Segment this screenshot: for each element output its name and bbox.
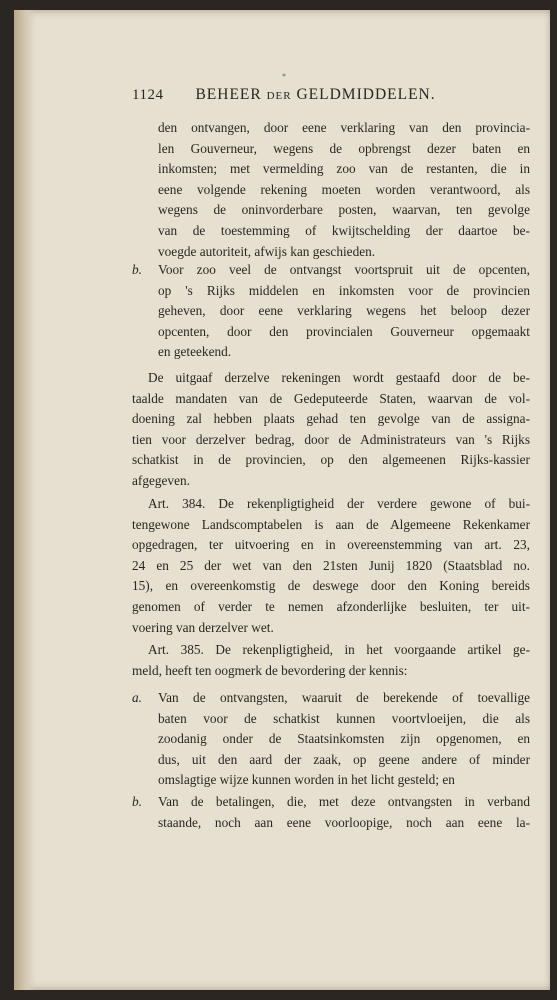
running-title <box>195 86 435 104</box>
text-line: schatkist in de provincien, op den algemeenen Rijks-kassier <box>132 452 530 468</box>
paragraph-uitgaaf <box>132 368 530 492</box>
text-line: omslagtige wijze kunnen worden in het licht gesteld; en <box>158 772 455 788</box>
text-span: Van de ontvangsten, waaruit de berekende of toevallige <box>158 690 530 705</box>
text-line: opgedragen, ter uitvoering en in overeenstemming van art. 23, <box>132 537 530 553</box>
text-line: op 's Rijks middelen en inkomsten voor de provincien <box>158 282 530 298</box>
list-item-a <box>132 688 530 791</box>
text-line: geheven, door eene verklaring wegens het beloop dezer <box>158 303 530 319</box>
text-line: De uitgaaf derzelve rekeningen wordt gestaafd door de be- <box>148 370 530 385</box>
running-header <box>132 86 530 110</box>
text-span: Van de betalingen, die, met deze ontvangsten in verband <box>158 794 530 809</box>
text-line: dus, uit den aard der zaak, op geene andere of minder <box>158 751 530 767</box>
text-line: voering van derzelver wet. <box>132 619 274 635</box>
text-line: tengewone Landscomptabelen is aan de Algemeene Rekenkamer <box>132 516 530 532</box>
running-title-part: GELDMIDDELEN. <box>296 86 436 103</box>
text-line: genomen of verder te nemen afzonderlijke besluiten, ter uit- <box>132 598 530 614</box>
text-line: eene volgende rekening moeten worden verantwoord, als <box>158 181 530 197</box>
running-title-part: DER <box>266 90 292 102</box>
text-line: den ontvangen, door eene verklaring van den provincia- <box>158 120 530 135</box>
top-mark: * <box>282 72 286 81</box>
list-item-b <box>132 260 530 363</box>
text-line: inkomsten; met vermelding zoo van de restanten, die in <box>158 161 530 177</box>
text-line: 24 en 25 der wet van den 21sten Junij 1820 (Staatsblad no. <box>132 557 530 573</box>
text-span: Voor zoo veel de ontvangst voortspruit uit de opcenten, <box>158 262 530 277</box>
text-line: taalde mandaten van de Gedeputeerde Staten, waarvan de vol- <box>132 390 530 406</box>
page-spine <box>14 10 36 990</box>
text-line: staande, noch aan eene voorloopige, noch aan eene la- <box>158 814 530 830</box>
text-line: en geteekend. <box>158 344 232 360</box>
text-line: doening zal hebben plaats gehad ten gevolge van de assigna- <box>132 411 530 427</box>
text-line: 15), en overeenkomstig de deswege door den Koning bereids <box>132 578 530 594</box>
text-line <box>132 792 530 813</box>
text-line: zoodanig onder de Staatsinkomsten zijn opgenomen, en <box>158 731 530 747</box>
text-line: wegens de oninvorderbare posten, waarvan, ten gevolge <box>158 202 530 218</box>
text-line: Art. 385. De rekenpligtigheid, in het voorgaande artikel ge- <box>148 642 530 657</box>
article-385 <box>132 640 530 681</box>
running-title-part: BEHEER <box>195 86 262 103</box>
text-line: tien voor derzelver bedrag, door de Administrateurs van 's Rijks <box>132 431 530 447</box>
page-number: 1124 <box>132 87 164 103</box>
text-line: len Gouverneur, wegens de opbrengst dezer baten en <box>158 140 530 156</box>
text-line: meld, heeft ten oogmerk de bevordering der kennis: <box>132 662 408 678</box>
text-line: Art. 384. De rekenpligtigheid der verdere gewone of bui- <box>148 496 530 511</box>
text-line: opcenten, door den provincialen Gouverneur opgemaakt <box>158 323 530 339</box>
item-label: b. <box>132 262 142 277</box>
item-label: a. <box>132 690 142 705</box>
paragraph-continuation <box>132 118 530 262</box>
text-line: baten voor de schatkist kunnen voortvloeijen, die als <box>158 710 530 726</box>
list-item-b-second <box>132 792 530 833</box>
text-line <box>132 688 530 709</box>
article-384 <box>132 494 530 638</box>
text-line <box>132 260 530 281</box>
item-label: b. <box>132 794 142 809</box>
text-line: afgegeven. <box>132 472 190 488</box>
text-line: voegde autoriteit, afwijs kan geschieden. <box>158 243 376 259</box>
text-line: van de toestemming of kwijtschelding der daartoe be- <box>158 222 530 238</box>
